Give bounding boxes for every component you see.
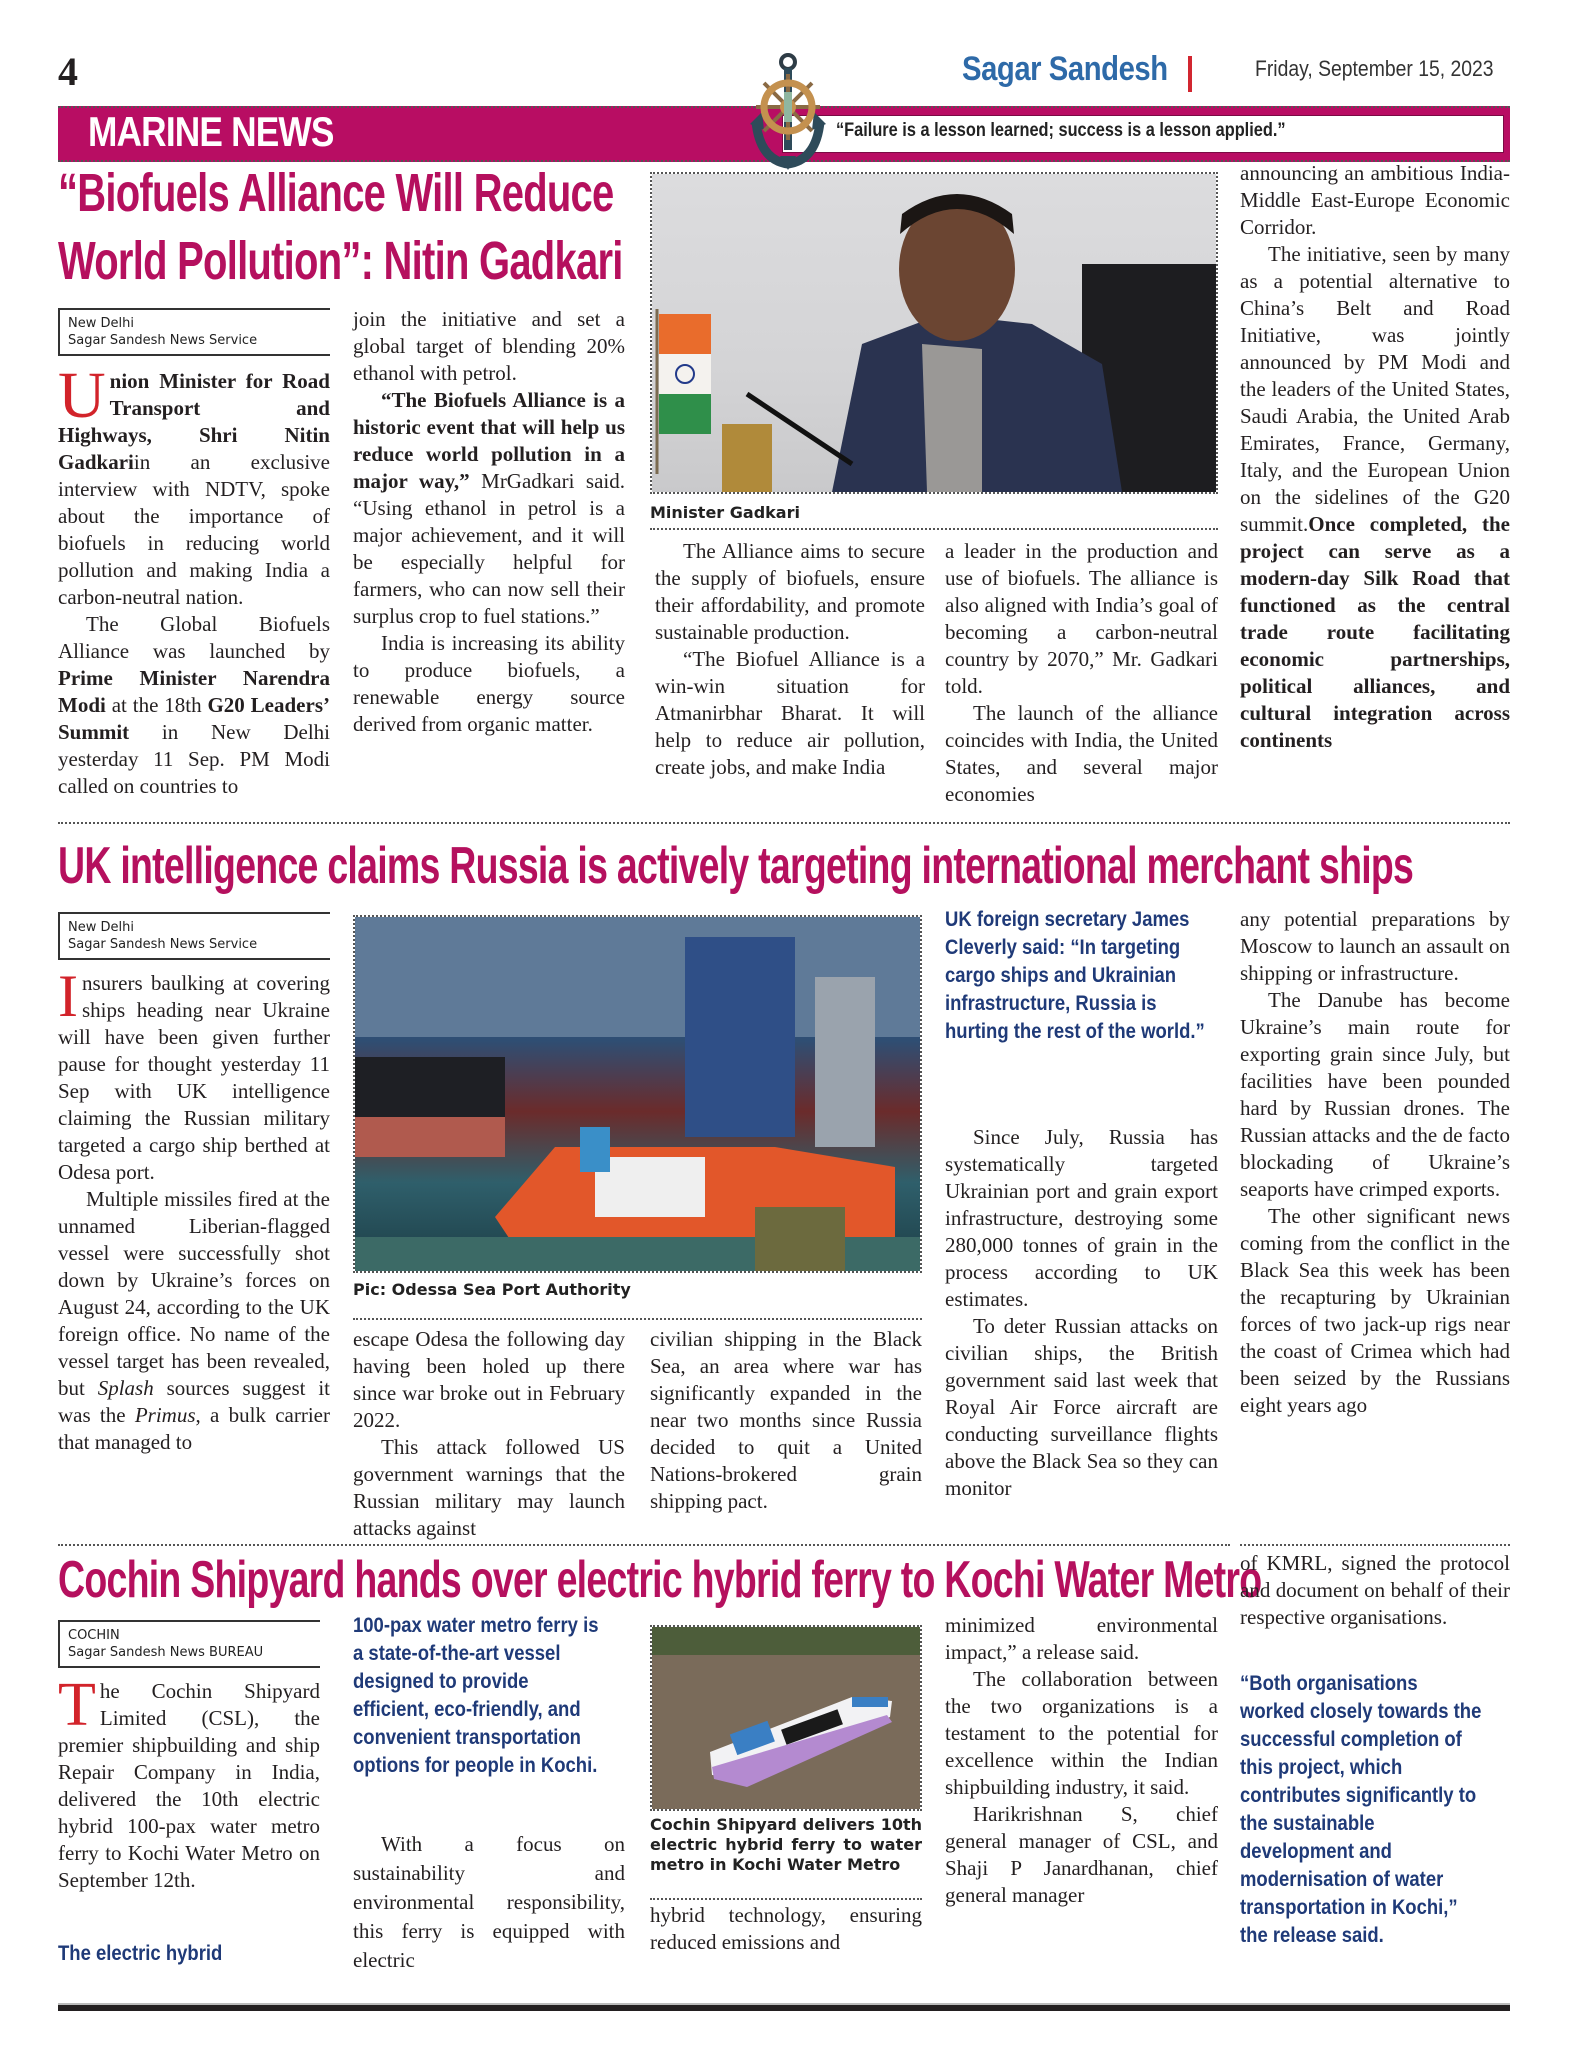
article2-byline xyxy=(58,912,330,960)
article1-headline-line1: “Biofuels Alliance Will Reduce xyxy=(58,163,614,223)
caption-divider xyxy=(650,528,1218,530)
article2-column-2: escape Odesa the following day having been holed up there since war broke out in February 2022. This attack followed US government warnings that the Russian military may launch attacks against xyxy=(353,1327,625,1540)
motto-quote: “Failure is a lesson learned; success is a lesson applied.” xyxy=(836,120,1286,141)
article1-column-2: join the initiative and set a global target of blending 20% ethanol with petrol. “The Biofuels Alliance is a historic event that will help us reduce world pollution in a major way,” MrGadkari said. “Using ethanol in petrol is a major achievement, and it will be especially helpful for farmers, who can now sell their surplus crop to fuel stations.” India is increasing its ability to produce biofuels, a renewable energy source derived from organic matter. xyxy=(353,307,625,736)
dropcap: I xyxy=(58,963,78,1029)
article2-column-4: Since July, Russia has systematically targeted Ukrainian port and grain export infrastructure, destroying some 280,000 tonnes of grain in the process according to UK estimates. To deter Russian attacks on civilian ships, the British government said last week that Royal Air Force aircraft are conducting surveillance flights above the Black Sea so they can monitor xyxy=(945,1125,1218,1500)
issue-date: Friday, September 15, 2023 xyxy=(1255,56,1494,81)
article3-column-2: With a focus on sustainability and environmental responsibility, this ferry is equipped with electric xyxy=(353,1832,625,1972)
article1-headline-line2: World Pollution”: Nitin Gadkari xyxy=(58,231,623,291)
odessa-port-photo xyxy=(353,915,922,1273)
article3-column-3: hybrid technology, ensuring reduced emissions and xyxy=(650,1903,922,1954)
article3-headline: Cochin Shipyard hands over electric hybrid ferry to Kochi Water Metro xyxy=(58,1551,1262,1609)
ferry-photo xyxy=(650,1625,922,1811)
dropcap: T xyxy=(58,1671,96,1739)
article-divider xyxy=(58,1544,1230,1546)
caption-divider xyxy=(353,1318,922,1320)
article1-column-3: The Alliance aims to secure the supply of biofuels, ensure their affordability, and promote sustainable production. “The Biofuel Alliance is a win-win situation for Atmanirbhar Bharat. It will help to reduce air pollution, create jobs, and make India xyxy=(655,539,925,779)
cargo-ship-photo-icon xyxy=(355,917,920,1271)
byline-service: Sagar Sandesh News Service xyxy=(68,333,258,348)
article2-photo-caption: Pic: Odessa Sea Port Authority xyxy=(353,1280,631,1299)
article-divider xyxy=(58,822,1510,824)
article1-column-5: announcing an ambitious India-Middle East-Europe Economic Corridor. The initiative, seen by many as a potential alternative to China’s Belt and Road Initiative, was jointly announced by PM Modi and the leaders of the United States, Saudi Arabia, the United Arab Emirates, France, Germany, Italy, and the European Union on the sidelines of the G20 summit.Once completed, the project can serve as a modern-day Silk Road that functioned as the central trade route facilitating economic partnerships, political alliances, and cultural integration across continents xyxy=(1240,161,1510,752)
section-title: MARINE NEWS xyxy=(88,108,334,155)
article2-column-5: any potential preparations by Moscow to launch an assault on shipping or infrastructure. The Danube has become Ukraine’s main route for exporting grain since July, but facilities have been pounded hard by Russian drones. The Russian attacks and the de facto blockading of Ukraine’s seaports have crimped exports. The other significant news coming from the conflict in the Black Sea this week has been the recapturing by Ukrainian forces of two jack-up rigs near the coast of Crimea which had been seized by the Russians eight years ago xyxy=(1240,907,1510,1417)
newspaper-brand: Sagar Sandesh xyxy=(962,50,1168,88)
byline-place: New Delhi xyxy=(68,920,134,935)
caption-divider xyxy=(650,1898,922,1900)
article2-column-3: civilian shipping in the Black Sea, an area where war has significantly expanded in the near two months since Russia decided to quit a United Nations-brokered grain shipping pact. xyxy=(650,1327,922,1513)
ferry-photo-icon xyxy=(652,1627,920,1809)
article3-subhead: The electric hybrid xyxy=(58,1942,223,1965)
page-bottom-rule xyxy=(58,2003,1510,2011)
article3-pull-quote: 100-pax water metro ferry is a state-of-the-art vessel designed to provide efficient, eco-friendly, and convenient transportation options for people in Kochi. xyxy=(353,1614,599,1777)
article1-photo-caption: Minister Gadkari xyxy=(650,503,800,522)
article2-headline: UK intelligence claims Russia is actively targeting international merchant ships xyxy=(58,837,1414,895)
byline-place: New Delhi xyxy=(68,316,134,331)
article3-column-5: of KMRL, signed the protocol and document on behalf of their respective organisations. xyxy=(1240,1551,1510,1629)
article3-column-4: minimized environmental impact,” a release said. The collaboration between the two organizations is a testament to the potential for excellence within the Indian shipbuilding industry, it said. Harikrishnan S, chief general manager of CSL, and Shaji P Janardhanan, chief general manager xyxy=(945,1613,1218,1907)
article3-photo-caption: Cochin Shipyard delivers 10th electric hybrid ferry to water metro in Kochi Water Metro xyxy=(650,1815,922,1874)
article3-column-1: The Cochin Shipyard Limited (CSL), the premier shipbuilding and ship Repair Company in India, delivered the 10th electric hybrid 100-pax water metro ferry to Kochi Water Metro on September 12th. xyxy=(58,1671,320,1892)
ship-wheel-anchor-icon xyxy=(748,52,828,170)
byline-service: Sagar Sandesh News Service xyxy=(68,937,258,952)
article1-column-1: U nion Minister for Road Transport and Highways, Shri Nitin Gadkariin an exclusive interview with NDTV, spoke about the importance of biofuels in reducing world pollution and making India a carbon-neutral nation. The Global Biofuels Alliance was launched by Prime Minister Narendra Modi at the 18th G20 Leaders’ Summit in New Delhi yesterday 11 Sep. PM Modi called on countries to xyxy=(58,359,330,798)
brand-separator xyxy=(1188,56,1192,92)
article1-byline xyxy=(58,308,330,356)
article3-byline xyxy=(58,1620,320,1668)
byline-place: COCHIN xyxy=(68,1628,120,1643)
article-divider xyxy=(1240,1544,1510,1546)
article2-column-1: Insurers baulking at covering ships heading near Ukraine will have been given further pause for thought yesterday 11 Sep with UK intelligence claiming the Russian military targeted a cargo ship berthed at Odesa port. Multiple missiles fired at the unnamed Liberian-flagged vessel were successfully shot down by Ukraine’s forces on August 24, according to the UK foreign office. No name of the vessel target has been revealed, but Splash sources suggest it was the Primus, a bulk carrier that managed to xyxy=(58,963,330,1454)
article2-pull-quote: UK foreign secretary James Cleverly said: “In targeting cargo ships and Ukrainian infrastructure, Russia is hurting the rest of the world.” xyxy=(945,908,1205,1043)
dropcap: U xyxy=(58,359,106,432)
page-number: 4 xyxy=(58,49,78,94)
byline-service: Sagar Sandesh News BUREAU xyxy=(68,1645,264,1660)
article3-closing-quote: “Both organisations worked closely towards the successful completion of this project, which contributes significantly to the sustainable development and modernisation of water transportation in Kochi,” the release said. xyxy=(1240,1672,1482,1947)
person-photo-icon xyxy=(652,174,1216,492)
gadkari-photo xyxy=(650,172,1218,494)
article1-column-4: a leader in the production and use of biofuels. The alliance is also aligned with India’s goal of becoming a carbon-neutral country by 2070,” Mr. Gadkari told. The launch of the alliance coincides with India, the United States, and several major economies xyxy=(945,539,1218,806)
